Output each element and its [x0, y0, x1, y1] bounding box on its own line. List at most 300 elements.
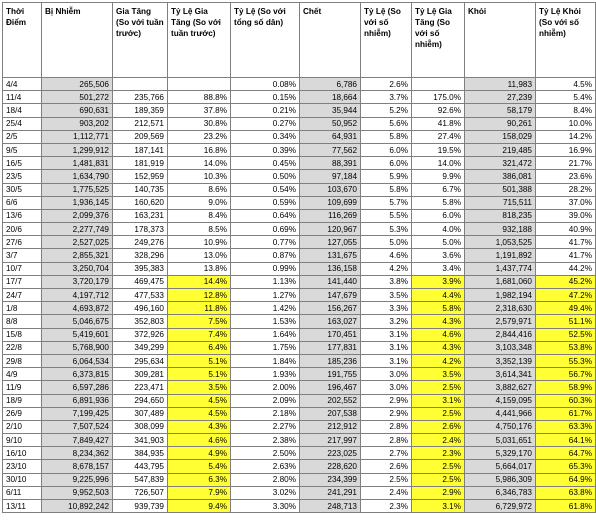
cell-recovered: 1,982,194 — [465, 289, 536, 302]
cell-date: 13/6 — [3, 209, 42, 222]
cell-recovered-rate: 64.7% — [536, 447, 596, 460]
cell-death-increase-rate: 2.5% — [412, 473, 465, 486]
cell-death-rate: 3.1% — [361, 328, 412, 341]
cell-increase-rate: 4.9% — [168, 447, 231, 460]
cell-infected: 2,099,376 — [42, 209, 113, 222]
cell-death-increase-rate: 5.0% — [412, 236, 465, 249]
cell-recovered: 5,986,309 — [465, 473, 536, 486]
cell-increase: 939,739 — [113, 500, 168, 513]
cell-infected: 3,250,704 — [42, 262, 113, 275]
cell-death-rate: 5.2% — [361, 104, 412, 117]
cell-increase-rate: 7.9% — [168, 486, 231, 499]
cell-deaths: 141,440 — [300, 275, 361, 288]
cell-deaths: 147,679 — [300, 289, 361, 302]
cell-population-rate: 0.64% — [231, 209, 300, 222]
table-row — [3, 78, 596, 91]
cell-death-increase-rate: 4.3% — [412, 315, 465, 328]
cell-recovered: 1,437,774 — [465, 262, 536, 275]
cell-infected: 9,225,996 — [42, 473, 113, 486]
cell-increase: 341,903 — [113, 434, 168, 447]
cell-deaths: 131,675 — [300, 249, 361, 262]
cell-deaths: 241,291 — [300, 486, 361, 499]
cell-infected: 6,064,534 — [42, 354, 113, 367]
cell-death-rate: 2.9% — [361, 394, 412, 407]
cell-death-rate: 3.0% — [361, 368, 412, 381]
header-row — [3, 3, 596, 78]
header-ty-le-khoi: Tỷ Lệ Khỏi (So với số nhiễm) — [536, 3, 596, 78]
cell-deaths: 217,997 — [300, 434, 361, 447]
cell-population-rate: 0.34% — [231, 130, 300, 143]
table-row — [3, 157, 596, 170]
cell-date: 11/4 — [3, 91, 42, 104]
cell-increase: 309,281 — [113, 368, 168, 381]
cell-death-increase-rate: 3.9% — [412, 275, 465, 288]
table-row — [3, 302, 596, 315]
cell-recovered: 58,179 — [465, 104, 536, 117]
cell-population-rate: 1.42% — [231, 302, 300, 315]
cell-deaths: 109,699 — [300, 196, 361, 209]
cell-death-rate: 4.6% — [361, 249, 412, 262]
cell-population-rate: 1.84% — [231, 354, 300, 367]
cell-recovered: 4,441,966 — [465, 407, 536, 420]
cell-population-rate: 0.15% — [231, 91, 300, 104]
cell-deaths: 18,664 — [300, 91, 361, 104]
cell-death-rate: 3.1% — [361, 354, 412, 367]
cell-death-rate: 2.6% — [361, 78, 412, 91]
cell-death-increase-rate: 4.0% — [412, 223, 465, 236]
cell-increase: 726,507 — [113, 486, 168, 499]
table-row — [3, 447, 596, 460]
table-row — [3, 104, 596, 117]
cell-increase: 160,620 — [113, 196, 168, 209]
cell-date: 2/5 — [3, 130, 42, 143]
cell-increase-rate: 6.4% — [168, 341, 231, 354]
cell-date: 8/8 — [3, 315, 42, 328]
cell-population-rate: 2.50% — [231, 447, 300, 460]
cell-recovered: 3,103,348 — [465, 341, 536, 354]
cell-death-increase-rate: 4.4% — [412, 289, 465, 302]
cell-recovered: 2,318,630 — [465, 302, 536, 315]
cell-increase-rate: 4.5% — [168, 394, 231, 407]
cell-date: 3/7 — [3, 249, 42, 262]
cell-recovered: 2,579,971 — [465, 315, 536, 328]
cell-infected: 3,720,179 — [42, 275, 113, 288]
cell-date: 10/7 — [3, 262, 42, 275]
cell-deaths: 212,912 — [300, 420, 361, 433]
cell-death-rate: 5.5% — [361, 209, 412, 222]
cell-population-rate: 0.99% — [231, 262, 300, 275]
cell-population-rate: 0.50% — [231, 170, 300, 183]
cell-increase: 547,839 — [113, 473, 168, 486]
cell-date: 18/4 — [3, 104, 42, 117]
cell-infected: 6,891,936 — [42, 394, 113, 407]
table-row — [3, 236, 596, 249]
cell-infected: 7,849,427 — [42, 434, 113, 447]
cell-recovered-rate: 5.4% — [536, 91, 596, 104]
cell-recovered-rate: 21.7% — [536, 157, 596, 170]
table-row — [3, 460, 596, 473]
cell-recovered: 219,485 — [465, 143, 536, 156]
cell-increase-rate: 5.1% — [168, 368, 231, 381]
cell-infected: 1,299,912 — [42, 143, 113, 156]
cell-increase: 189,359 — [113, 104, 168, 117]
cell-deaths: 156,267 — [300, 302, 361, 315]
table-row — [3, 117, 596, 130]
cell-infected: 5,768,900 — [42, 341, 113, 354]
cell-death-increase-rate: 4.3% — [412, 341, 465, 354]
cell-date: 15/8 — [3, 328, 42, 341]
table-row — [3, 223, 596, 236]
cell-death-increase-rate: 14.0% — [412, 157, 465, 170]
cell-increase: 469,475 — [113, 275, 168, 288]
cell-recovered: 3,614,341 — [465, 368, 536, 381]
cell-deaths: 77,562 — [300, 143, 361, 156]
cell-deaths: 103,670 — [300, 183, 361, 196]
cell-recovered-rate: 65.3% — [536, 460, 596, 473]
cell-date: 2/10 — [3, 420, 42, 433]
cell-recovered-rate: 63.3% — [536, 420, 596, 433]
cell-increase — [113, 78, 168, 91]
header-thoi-diem: Thời Điểm — [3, 3, 42, 78]
cell-death-rate: 4.2% — [361, 262, 412, 275]
cell-infected: 9,952,503 — [42, 486, 113, 499]
table-row — [3, 341, 596, 354]
cell-death-rate: 2.9% — [361, 407, 412, 420]
cell-population-rate: 1.93% — [231, 368, 300, 381]
cell-population-rate: 2.00% — [231, 381, 300, 394]
cell-recovered-rate: 60.3% — [536, 394, 596, 407]
cell-increase-rate: 37.8% — [168, 104, 231, 117]
cell-recovered-rate: 64.9% — [536, 473, 596, 486]
cell-population-rate: 0.27% — [231, 117, 300, 130]
cell-date: 9/10 — [3, 434, 42, 447]
table-row — [3, 196, 596, 209]
table-row — [3, 289, 596, 302]
cell-date: 4/4 — [3, 78, 42, 91]
cell-increase: 163,231 — [113, 209, 168, 222]
cell-deaths: 64,931 — [300, 130, 361, 143]
cell-date: 20/6 — [3, 223, 42, 236]
cell-recovered-rate: 44.2% — [536, 262, 596, 275]
cell-deaths: 185,236 — [300, 354, 361, 367]
cell-infected: 10,892,242 — [42, 500, 113, 513]
cell-infected: 690,631 — [42, 104, 113, 117]
cell-death-increase-rate: 19.5% — [412, 143, 465, 156]
cell-recovered-rate: 10.0% — [536, 117, 596, 130]
cell-increase: 308,099 — [113, 420, 168, 433]
cell-infected: 1,936,145 — [42, 196, 113, 209]
cell-increase: 295,634 — [113, 354, 168, 367]
cell-increase: 372,926 — [113, 328, 168, 341]
cell-death-increase-rate: 6.7% — [412, 183, 465, 196]
table-row — [3, 500, 596, 513]
cell-increase-rate: 23.2% — [168, 130, 231, 143]
cell-death-rate: 2.6% — [361, 460, 412, 473]
cell-recovered: 158,029 — [465, 130, 536, 143]
cell-infected: 4,197,712 — [42, 289, 113, 302]
cell-recovered-rate: 4.5% — [536, 78, 596, 91]
cell-death-rate: 3.0% — [361, 381, 412, 394]
cell-death-rate: 6.0% — [361, 157, 412, 170]
table-row — [3, 368, 596, 381]
cell-infected: 5,046,675 — [42, 315, 113, 328]
cell-deaths: 196,467 — [300, 381, 361, 394]
cell-recovered: 27,239 — [465, 91, 536, 104]
cell-recovered: 386,081 — [465, 170, 536, 183]
cell-infected: 1,481,831 — [42, 157, 113, 170]
cell-recovered: 90,261 — [465, 117, 536, 130]
cell-death-increase-rate: 3.6% — [412, 249, 465, 262]
cell-death-rate: 6.0% — [361, 143, 412, 156]
cell-death-rate: 3.5% — [361, 289, 412, 302]
cell-death-rate: 3.3% — [361, 302, 412, 315]
cell-death-rate: 5.7% — [361, 196, 412, 209]
cell-increase-rate: 7.4% — [168, 328, 231, 341]
table-row — [3, 249, 596, 262]
cell-increase: 249,276 — [113, 236, 168, 249]
cell-increase-rate — [168, 78, 231, 91]
cell-increase-rate: 30.8% — [168, 117, 231, 130]
table-row — [3, 143, 596, 156]
cell-death-increase-rate: 2.9% — [412, 486, 465, 499]
cell-deaths: 35,944 — [300, 104, 361, 117]
cell-increase-rate: 5.1% — [168, 354, 231, 367]
cell-infected: 4,693,872 — [42, 302, 113, 315]
cell-date: 18/9 — [3, 394, 42, 407]
cell-increase-rate: 7.5% — [168, 315, 231, 328]
cell-increase-rate: 6.3% — [168, 473, 231, 486]
cell-increase: 223,471 — [113, 381, 168, 394]
cell-death-rate: 2.5% — [361, 473, 412, 486]
cell-date: 29/8 — [3, 354, 42, 367]
cell-increase-rate: 4.5% — [168, 407, 231, 420]
cell-recovered: 501,388 — [465, 183, 536, 196]
cell-increase: 352,803 — [113, 315, 168, 328]
cell-infected: 1,775,525 — [42, 183, 113, 196]
cell-increase-rate: 8.6% — [168, 183, 231, 196]
table-row — [3, 420, 596, 433]
cell-recovered: 3,882,627 — [465, 381, 536, 394]
cell-population-rate: 1.27% — [231, 289, 300, 302]
cell-date: 26/9 — [3, 407, 42, 420]
cell-recovered: 321,472 — [465, 157, 536, 170]
cell-increase: 187,141 — [113, 143, 168, 156]
cell-increase-rate: 8.5% — [168, 223, 231, 236]
cell-date: 6/6 — [3, 196, 42, 209]
cell-recovered-rate: 64.1% — [536, 434, 596, 447]
cell-population-rate: 2.18% — [231, 407, 300, 420]
cell-recovered-rate: 53.8% — [536, 341, 596, 354]
cell-date: 6/11 — [3, 486, 42, 499]
table-row — [3, 209, 596, 222]
cell-date: 25/4 — [3, 117, 42, 130]
cell-date: 16/10 — [3, 447, 42, 460]
cell-increase: 443,795 — [113, 460, 168, 473]
table-row — [3, 262, 596, 275]
cell-deaths: 248,713 — [300, 500, 361, 513]
cell-date: 11/9 — [3, 381, 42, 394]
cell-death-increase-rate: 2.3% — [412, 447, 465, 460]
cell-recovered-rate: 56.7% — [536, 368, 596, 381]
cell-increase: 395,383 — [113, 262, 168, 275]
cell-recovered-rate: 45.2% — [536, 275, 596, 288]
cell-recovered-rate: 61.8% — [536, 500, 596, 513]
cell-deaths: 50,952 — [300, 117, 361, 130]
cell-deaths: 116,269 — [300, 209, 361, 222]
cell-increase-rate: 16.8% — [168, 143, 231, 156]
cell-death-increase-rate: 2.5% — [412, 407, 465, 420]
cell-infected: 265,506 — [42, 78, 113, 91]
cell-recovered: 5,664,017 — [465, 460, 536, 473]
cell-recovered: 11,983 — [465, 78, 536, 91]
table-body — [3, 78, 596, 513]
cell-date: 1/8 — [3, 302, 42, 315]
header-ty-le-gia-tang-chet: Tỷ Lệ Gia Tăng (So với số nhiễm) — [412, 3, 465, 78]
cell-infected: 5,419,601 — [42, 328, 113, 341]
table-row — [3, 473, 596, 486]
cell-increase: 209,569 — [113, 130, 168, 143]
cell-recovered: 1,053,525 — [465, 236, 536, 249]
cell-recovered-rate: 47.2% — [536, 289, 596, 302]
cell-recovered: 715,511 — [465, 196, 536, 209]
cell-deaths: 88,391 — [300, 157, 361, 170]
cell-increase: 294,650 — [113, 394, 168, 407]
cell-infected: 2,277,749 — [42, 223, 113, 236]
table-row — [3, 394, 596, 407]
cell-recovered: 818,235 — [465, 209, 536, 222]
table-row — [3, 91, 596, 104]
cell-increase-rate: 10.9% — [168, 236, 231, 249]
cell-population-rate: 0.69% — [231, 223, 300, 236]
cell-increase: 178,373 — [113, 223, 168, 236]
cell-increase: 477,533 — [113, 289, 168, 302]
cell-recovered-rate: 40.9% — [536, 223, 596, 236]
cell-recovered: 4,750,176 — [465, 420, 536, 433]
cell-recovered: 932,188 — [465, 223, 536, 236]
cell-death-rate: 3.7% — [361, 91, 412, 104]
cell-deaths: 97,184 — [300, 170, 361, 183]
cell-death-increase-rate: 41.8% — [412, 117, 465, 130]
cell-recovered-rate: 49.4% — [536, 302, 596, 315]
cell-recovered-rate: 41.7% — [536, 236, 596, 249]
cell-recovered-rate: 14.2% — [536, 130, 596, 143]
cell-population-rate: 3.02% — [231, 486, 300, 499]
cell-recovered-rate: 61.7% — [536, 407, 596, 420]
cell-death-increase-rate: 2.5% — [412, 460, 465, 473]
cell-recovered-rate: 16.9% — [536, 143, 596, 156]
cell-recovered-rate: 28.2% — [536, 183, 596, 196]
header-chet: Chết — [300, 3, 361, 78]
cell-death-increase-rate: 3.4% — [412, 262, 465, 275]
cell-population-rate: 0.77% — [231, 236, 300, 249]
cell-deaths: 228,620 — [300, 460, 361, 473]
cell-infected: 7,507,524 — [42, 420, 113, 433]
cell-population-rate: 2.80% — [231, 473, 300, 486]
cell-population-rate: 2.09% — [231, 394, 300, 407]
cell-recovered-rate: 39.0% — [536, 209, 596, 222]
cell-increase-rate: 9.4% — [168, 500, 231, 513]
table-row — [3, 170, 596, 183]
cell-death-increase-rate: 2.4% — [412, 434, 465, 447]
table-row — [3, 381, 596, 394]
cell-increase-rate: 4.6% — [168, 434, 231, 447]
cell-recovered-rate: 63.8% — [536, 486, 596, 499]
cell-death-rate: 5.9% — [361, 170, 412, 183]
cell-deaths: 207,538 — [300, 407, 361, 420]
cell-population-rate: 0.45% — [231, 157, 300, 170]
table-row — [3, 486, 596, 499]
cell-date: 17/7 — [3, 275, 42, 288]
cell-infected: 1,634,790 — [42, 170, 113, 183]
cell-increase: 307,489 — [113, 407, 168, 420]
cell-increase: 235,766 — [113, 91, 168, 104]
cell-deaths: 234,399 — [300, 473, 361, 486]
cell-recovered: 1,681,060 — [465, 275, 536, 288]
cell-population-rate: 2.38% — [231, 434, 300, 447]
cell-recovered: 4,159,095 — [465, 394, 536, 407]
cell-recovered: 6,729,972 — [465, 500, 536, 513]
cell-population-rate: 0.08% — [231, 78, 300, 91]
cell-date: 23/5 — [3, 170, 42, 183]
cell-infected: 8,234,362 — [42, 447, 113, 460]
cell-deaths: 127,055 — [300, 236, 361, 249]
cell-death-rate: 3.2% — [361, 315, 412, 328]
cell-population-rate: 1.13% — [231, 275, 300, 288]
header-ty-le-chet: Tỷ Lệ (So với số nhiễm) — [361, 3, 412, 78]
cell-deaths: 177,831 — [300, 341, 361, 354]
cell-death-increase-rate: 4.2% — [412, 354, 465, 367]
cell-death-rate: 2.4% — [361, 486, 412, 499]
cell-increase-rate: 13.0% — [168, 249, 231, 262]
cell-population-rate: 2.27% — [231, 420, 300, 433]
cell-population-rate: 0.59% — [231, 196, 300, 209]
cell-infected: 6,597,286 — [42, 381, 113, 394]
cell-increase-rate: 5.4% — [168, 460, 231, 473]
cell-recovered-rate: 52.5% — [536, 328, 596, 341]
cell-recovered: 5,031,651 — [465, 434, 536, 447]
cell-date: 4/9 — [3, 368, 42, 381]
cell-increase-rate: 9.0% — [168, 196, 231, 209]
cell-population-rate: 0.21% — [231, 104, 300, 117]
table-row — [3, 275, 596, 288]
cell-increase-rate: 13.8% — [168, 262, 231, 275]
cell-population-rate: 0.39% — [231, 143, 300, 156]
cell-death-rate: 5.8% — [361, 130, 412, 143]
header-bi-nhiem: Bị Nhiễm — [42, 3, 113, 78]
cell-deaths: 223,025 — [300, 447, 361, 460]
cell-recovered-rate: 37.0% — [536, 196, 596, 209]
cell-increase-rate: 14.4% — [168, 275, 231, 288]
header-khoi: Khỏi — [465, 3, 536, 78]
cell-infected: 903,202 — [42, 117, 113, 130]
cell-recovered-rate: 41.7% — [536, 249, 596, 262]
cell-death-increase-rate: 92.6% — [412, 104, 465, 117]
cell-death-rate: 3.8% — [361, 275, 412, 288]
cell-population-rate: 0.87% — [231, 249, 300, 262]
cell-date: 22/8 — [3, 341, 42, 354]
table-row — [3, 130, 596, 143]
cell-increase-rate: 11.8% — [168, 302, 231, 315]
cell-infected: 7,199,425 — [42, 407, 113, 420]
cell-increase: 152,959 — [113, 170, 168, 183]
cell-increase: 328,296 — [113, 249, 168, 262]
cell-death-rate: 5.3% — [361, 223, 412, 236]
cell-death-increase-rate: 3.5% — [412, 368, 465, 381]
cell-death-increase-rate: 4.6% — [412, 328, 465, 341]
cell-population-rate: 0.54% — [231, 183, 300, 196]
cell-death-rate: 2.7% — [361, 447, 412, 460]
table-row — [3, 328, 596, 341]
